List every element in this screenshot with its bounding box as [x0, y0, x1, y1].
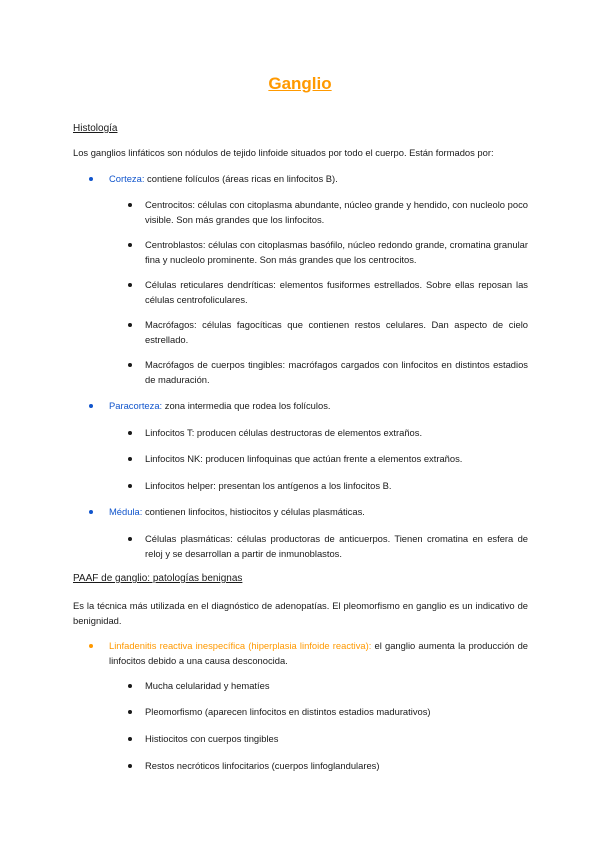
bullet-icon — [128, 243, 132, 247]
bullet-icon — [89, 644, 93, 648]
bullet-icon — [89, 404, 93, 408]
linfadenitis-text: el ganglio aumenta la producción de linfocitos debido a una causa desconocida. — [109, 640, 529, 666]
list-item — [145, 705, 528, 720]
paracorteza-text: zona intermedia que rodea los folículos. — [162, 400, 331, 411]
bullet-icon — [128, 484, 132, 488]
bullet-icon — [128, 457, 132, 461]
term-linfadenitis: Linfadenitis reactiva inespecífica (hiperplasia linfoide reactiva): — [109, 640, 372, 651]
list-item-text: Restos necróticos linfocitarios (cuerpos linfoglandulares) — [145, 760, 380, 771]
list-item — [145, 426, 528, 441]
paaf-intro: Es la técnica más utilizada en el diagnóstico de adenopatías. El pleomorfismo en ganglio es un indicativo de benignidad. — [73, 600, 528, 626]
list-item — [145, 238, 528, 267]
term-corteza: Corteza: — [109, 173, 145, 184]
list-item-text: Mucha celularidad y hematíes — [145, 680, 270, 691]
bullet-icon — [128, 431, 132, 435]
bullet-icon — [128, 537, 132, 541]
list-item-linfadenitis — [109, 639, 528, 668]
bullet-icon — [128, 764, 132, 768]
page-title: Ganglio — [268, 74, 332, 93]
bullet-icon — [128, 323, 132, 327]
list-item-text: Centroblastos: células con citoplasmas basófilo, núcleo redondo grande, cromatina granular fina y nucleolo prominente. Son más grandes que los centrocitos. — [145, 239, 528, 265]
list-item — [145, 479, 528, 494]
term-medula: Médula: — [109, 506, 143, 517]
list-item-text: Linfocitos NK: producen linfoquinas que actúan frente a elementos extraños. — [145, 453, 463, 464]
medula-text: contienen linfocitos, histiocitos y células plasmáticas. — [142, 506, 365, 517]
list-item-text: Células reticulares dendríticas: elementos fusiformes estrellados. Sobre ellas reposan las células centrofoliculares. — [145, 279, 528, 305]
bullet-icon — [128, 710, 132, 714]
list-item-text: Células plasmáticas: células productoras de anticuerpos. Tienen cromatina en esfera de reloj y se desarrollan a partir de inmunoblastos. — [145, 533, 528, 559]
histologia-intro: Los ganglios linfáticos son nódulos de tejido linfoide situados por todo el cuerpo. Están formados por: — [73, 147, 494, 158]
bullet-icon — [128, 684, 132, 688]
bullet-icon — [128, 283, 132, 287]
list-item-text: Macrófagos: células fagocíticas que contienen restos celulares. Dan aspecto de cielo estrellado. — [145, 319, 528, 345]
corteza-text: contiene folículos (áreas ricas en linfocitos B). — [144, 173, 338, 184]
bullet-icon — [128, 203, 132, 207]
list-item-text: Centrocitos: células con citoplasma abundante, núcleo grande y hendido, con nucleolo poco visible. Son más grandes que los linfocitos. — [145, 199, 528, 225]
list-item — [145, 358, 528, 387]
list-item — [145, 278, 528, 307]
bullet-icon — [89, 177, 93, 181]
section-heading-paaf: PAAF de ganglio: patologías benignas — [73, 573, 243, 584]
list-item-paracorteza — [109, 399, 528, 414]
list-item-text: Pleomorfismo (aparecen linfocitos en distintos estadios madurativos) — [145, 706, 431, 717]
section-heading-histologia: Histología — [73, 123, 118, 134]
list-item — [145, 732, 528, 747]
list-item — [145, 679, 528, 694]
list-item — [145, 318, 528, 347]
list-item-text: Linfocitos T: producen células destructoras de elementos extraños. — [145, 427, 423, 438]
term-paracorteza: Paracorteza: — [109, 400, 163, 411]
bullet-icon — [89, 510, 93, 514]
list-item-text: Linfocitos helper: presentan los antígenos a los linfocitos B. — [145, 480, 392, 491]
list-item-medula — [109, 505, 528, 520]
list-item-text: Macrófagos de cuerpos tingibles: macrófagos cargados con linfocitos en distintos estadios de maduración. — [145, 359, 528, 385]
bullet-icon — [128, 363, 132, 367]
list-item — [145, 759, 528, 774]
list-item — [145, 532, 528, 561]
list-item-text: Histiocitos con cuerpos tingibles — [145, 733, 279, 744]
list-item-corteza — [109, 172, 528, 187]
bullet-icon — [128, 737, 132, 741]
list-item — [145, 452, 528, 467]
list-item — [145, 198, 528, 227]
